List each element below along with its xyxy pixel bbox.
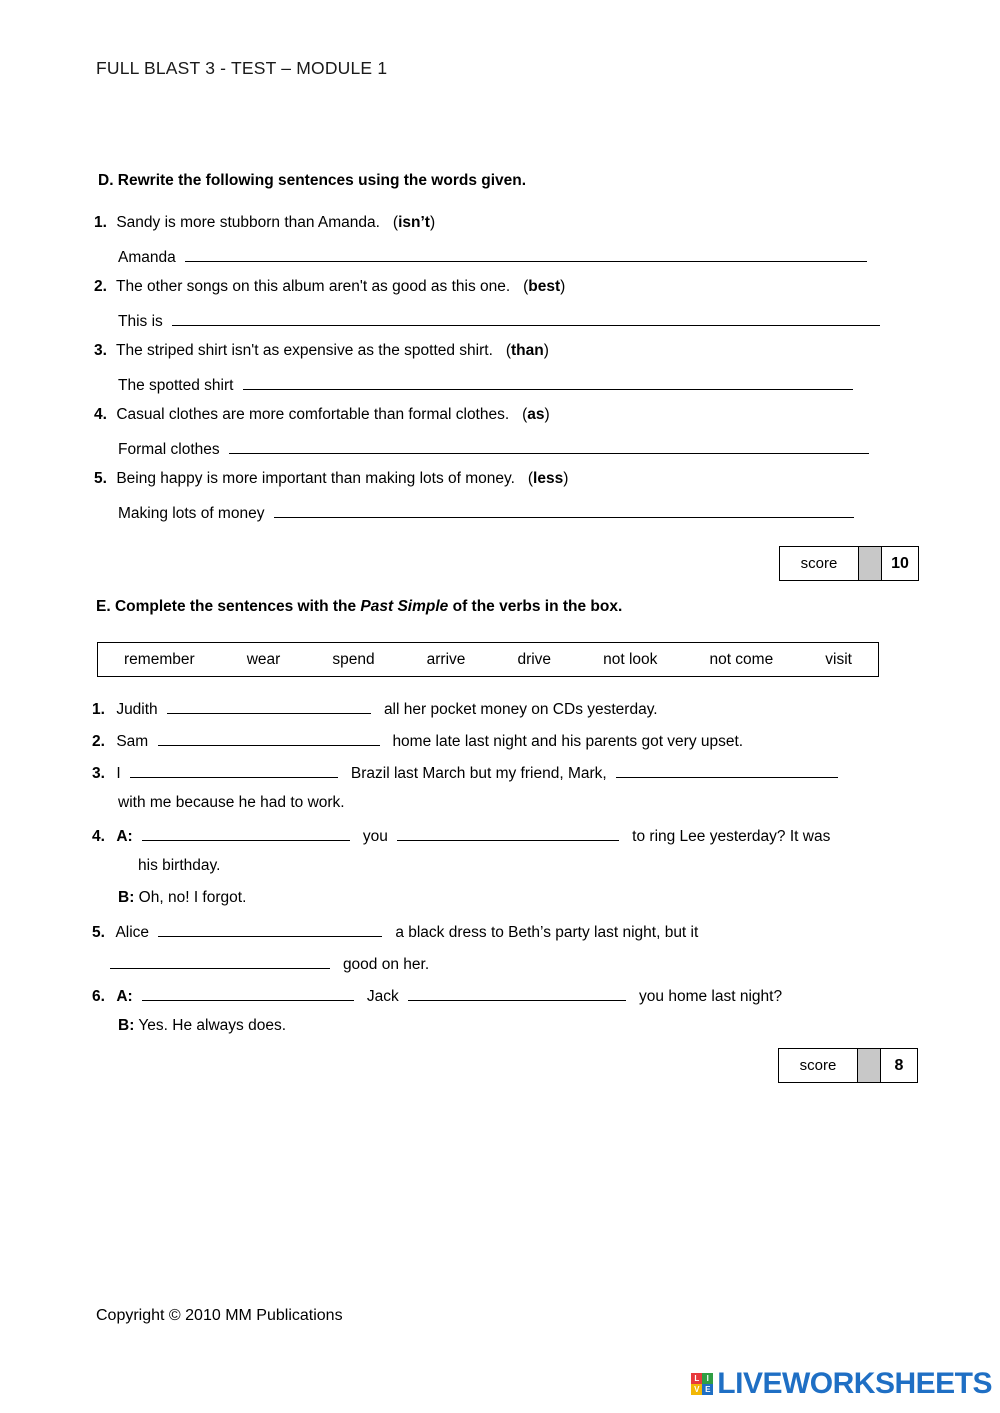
answer-lead: The spotted shirt [118, 377, 234, 394]
section-e-heading [96, 598, 622, 616]
answer-blank[interactable] [130, 762, 338, 778]
word-box-item: visit [825, 650, 852, 668]
answer-blank[interactable] [229, 438, 869, 454]
page-title: FULL BLAST 3 - TEST – MODULE 1 [96, 58, 388, 78]
item-text-before: Alice [115, 924, 150, 941]
item-number: 5. [92, 924, 105, 941]
exercise-e-item-5-line2 [110, 953, 429, 974]
item-cue: (isn’t) [384, 214, 436, 231]
score-value: 8 [894, 1056, 904, 1074]
item-number: 4. [94, 406, 107, 423]
item-number: 1. [94, 214, 107, 231]
item-cue: (best) [514, 278, 566, 295]
item-text-after-value: all her pocket money on CDs yesterday. [383, 701, 658, 718]
exercise-d-answer-1 [118, 246, 867, 267]
answer-lead: Formal clothes [118, 441, 220, 458]
answer-blank[interactable] [158, 921, 382, 937]
item-sentence: Sandy is more stubborn than Amanda. [116, 214, 380, 231]
score-label: score [799, 1057, 837, 1074]
word-box-item: not come [709, 650, 774, 668]
answer-blank[interactable] [167, 698, 371, 714]
score-separator [858, 547, 882, 580]
item-text-mid [342, 765, 351, 782]
item-text-before: Sam [116, 733, 149, 750]
reply-text: Yes. He always does. [138, 1017, 287, 1034]
answer-lead: Amanda [118, 249, 176, 266]
exercise-e-item-5 [92, 921, 698, 942]
exercise-d-item-2 [94, 278, 565, 296]
exercise-e-item-1 [92, 698, 658, 719]
line2-text [334, 956, 343, 973]
exercise-d-answer-3 [118, 374, 853, 395]
answer-lead: This is [118, 313, 163, 330]
section-e-heading-part1: E. Complete the sentences with the [96, 598, 361, 615]
item-text-after [630, 988, 639, 1005]
word-box-item: drive [517, 650, 552, 668]
exercise-e-item-2 [92, 730, 743, 751]
item-cue: (less) [519, 470, 569, 487]
word-box-item: remember [124, 650, 195, 668]
answer-blank[interactable] [616, 762, 838, 778]
item-sentence: Being happy is more important than making lots of money. [116, 470, 515, 487]
exercise-d-answer-2 [118, 310, 880, 331]
item-number: 6. [92, 988, 105, 1005]
exercise-d-item-5 [94, 470, 568, 488]
word-box-item: spend [332, 650, 375, 668]
speaker-b-label: B: [118, 1017, 135, 1034]
item-number: 3. [92, 765, 105, 782]
item-text-mid [354, 828, 363, 845]
item-text-before: Judith [116, 701, 158, 718]
item-number: 5. [94, 470, 107, 487]
exercise-d-item-4 [94, 406, 550, 424]
exercise-e-item-4 [92, 825, 830, 846]
section-e-heading-italic: Past Simple [360, 598, 449, 615]
score-separator [857, 1049, 881, 1082]
exercise-e-item-3 [92, 762, 838, 783]
item-text-before: I [116, 765, 121, 782]
exercise-d-item-1 [94, 214, 435, 232]
word-box-item: arrive [426, 650, 466, 668]
word-box-item: not look [603, 650, 658, 668]
score-value: 10 [891, 554, 909, 572]
word-box-item: wear [246, 650, 281, 668]
item-number: 4. [92, 828, 105, 845]
answer-blank[interactable] [172, 310, 880, 326]
answer-blank[interactable] [397, 825, 619, 841]
liveworksheets-mark-icon [691, 1373, 713, 1395]
exercise-d-answer-4 [118, 438, 869, 459]
item-number: 2. [94, 278, 107, 295]
score-box-section-e [778, 1048, 918, 1083]
section-e-heading-part2: of the verbs in the box. [448, 598, 623, 615]
score-label: score [800, 555, 838, 572]
line2-text-value: good on her. [342, 956, 430, 973]
answer-blank[interactable] [185, 246, 867, 262]
item-text-mid-value: Brazil last March but my friend, Mark, [350, 765, 607, 782]
exercise-e-item-3-line2: with me because he had to work. [118, 794, 345, 811]
exercise-e-item-6 [92, 985, 782, 1006]
answer-blank[interactable] [274, 502, 854, 518]
logo-cell-e: E [702, 1384, 713, 1395]
speaker-a-label: A: [116, 988, 133, 1005]
item-text-mid-value: Jack [366, 988, 399, 1005]
copyright-text: Copyright © 2010 MM Publications [96, 1307, 343, 1324]
reply-text: Oh, no! I forgot. [138, 889, 247, 906]
exercise-e-item-4-reply [118, 889, 246, 907]
answer-blank[interactable] [142, 985, 354, 1001]
answer-blank[interactable] [142, 825, 350, 841]
answer-blank[interactable] [243, 374, 853, 390]
item-number: 2. [92, 733, 105, 750]
logo-cell-i: I [702, 1373, 713, 1384]
item-number: 1. [92, 701, 105, 718]
speaker-a-label: A: [116, 828, 133, 845]
item-text-after-value: you home last night? [639, 988, 783, 1005]
item-sentence: The striped shirt isn't as expensive as the spotted shirt. [116, 342, 493, 359]
item-text-after [624, 828, 633, 845]
logo-cell-l: L [691, 1373, 702, 1384]
section-d-heading: D. Rewrite the following sentences using the words given. [98, 172, 527, 189]
item-sentence: The other songs on this album aren't as good as this one. [116, 278, 511, 295]
item-text-after-value: home late last night and his parents got very upset. [392, 733, 744, 750]
logo-cell-v: V [691, 1384, 702, 1395]
exercise-e-item-6-reply [118, 1017, 286, 1035]
item-text-mid-value: you [362, 828, 388, 845]
item-cue: (than) [497, 342, 549, 359]
answer-blank[interactable] [408, 985, 626, 1001]
item-cue: (as) [513, 406, 550, 423]
item-sentence: Casual clothes are more comfortable than formal clothes. [116, 406, 510, 423]
verb-word-box [97, 642, 879, 677]
speaker-b-label: B: [118, 889, 135, 906]
item-text-after-value: a black dress to Beth’s party last night, but it [395, 924, 699, 941]
answer-lead: Making lots of money [118, 505, 265, 522]
exercise-d-answer-5 [118, 502, 854, 523]
item-text-mid [358, 988, 367, 1005]
item-text-after [375, 701, 384, 718]
liveworksheets-wordmark: LIVEWORKSHEETS [717, 1367, 992, 1400]
liveworksheets-logo [691, 1367, 992, 1401]
answer-blank[interactable] [158, 730, 380, 746]
answer-blank[interactable] [110, 953, 330, 969]
item-number: 3. [94, 342, 107, 359]
exercise-d-item-3 [94, 342, 549, 360]
score-box-section-d [779, 546, 919, 581]
item-text-after-value: to ring Lee yesterday? It was [632, 828, 831, 845]
exercise-e-item-4-line2: his birthday. [138, 857, 221, 874]
